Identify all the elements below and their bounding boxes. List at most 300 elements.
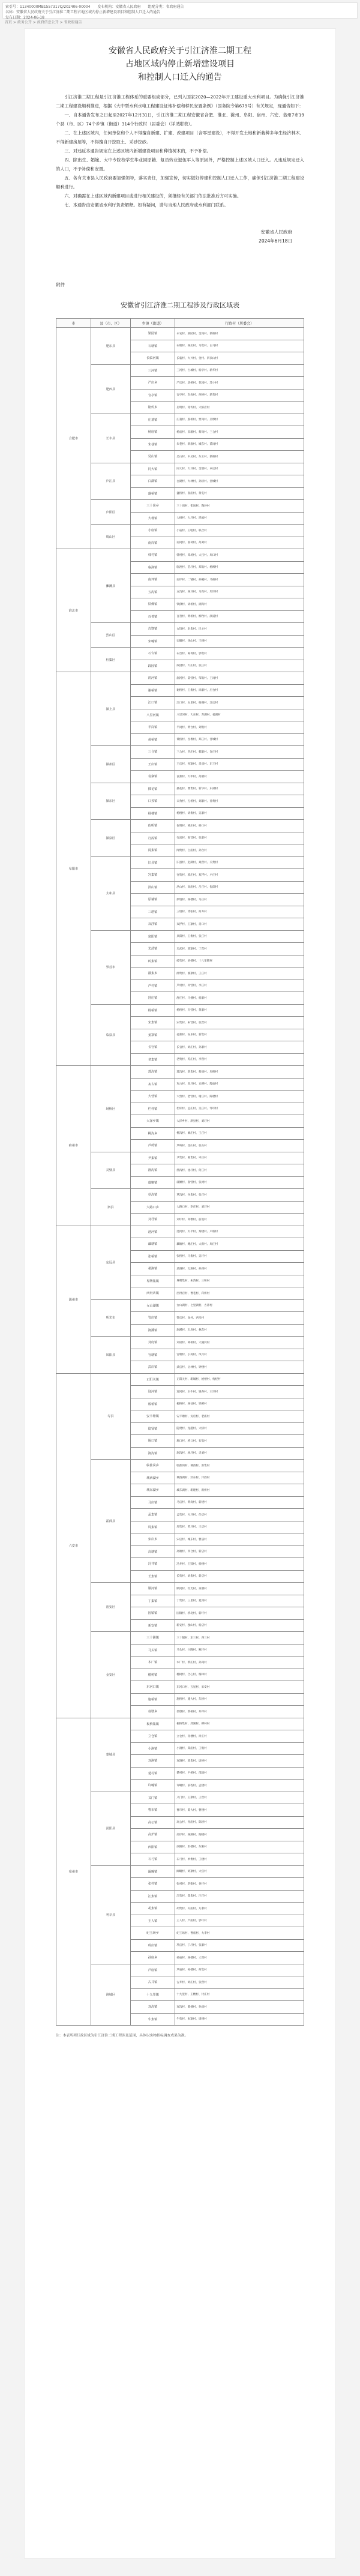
cell-town: 三塔镇 — [130, 906, 175, 918]
signature-block — [56, 227, 292, 245]
cell-town: 牛集镇 — [130, 2013, 175, 2026]
cell-villages: 管店村、岗村、西马村 — [175, 1312, 304, 1325]
cell-county: 寿县 — [91, 1373, 130, 1460]
meta-date-label: 发布日期： — [5, 16, 24, 20]
document-paper — [24, 28, 336, 2559]
meta-theme-value: 省政府通告 — [166, 5, 184, 9]
cell-town: 盛桥镇 — [130, 487, 175, 500]
cell-town: 界牌集镇 — [130, 1275, 175, 1287]
cell-villages: 池河村、太平村、秦楼村、卢桥村 — [175, 1226, 304, 1238]
cell-villages: 双沟村、陈楼村、孙庙村 — [175, 2001, 304, 2014]
cell-town: 双浮镇 — [130, 918, 175, 931]
cell-town: 原墙镇 — [130, 894, 175, 906]
meta-org — [97, 4, 140, 10]
meta-row-1 — [5, 4, 355, 10]
cell-town: 石台镇 — [130, 648, 175, 660]
cell-town: 老集镇 — [130, 1053, 175, 1066]
header-city: 市 — [56, 319, 91, 328]
cell-county: 颍东区 — [91, 783, 130, 820]
cell-villages: 虞姬村、张营村、张祠村 — [175, 1176, 304, 1189]
cell-town: 双涧镇 — [130, 1755, 175, 1768]
meta-index-value: 11340000MB1557317Q/202406-00004 — [20, 5, 91, 9]
cell-town: 桑涧镇 — [130, 1263, 175, 1275]
cell-town: 铭传乡 — [130, 402, 175, 414]
cell-town: 双沟镇 — [130, 2001, 175, 2014]
paragraph: 一、自本通告发布之日起至2027年12月31日，引江济淮二期工程安徽省合肥、淮北、滁州、阜阳、宿州、六安、亳州7市19个县（市、区）74个乡镇（街道）314个行政村（居委会）（详见附表）。 — [56, 112, 304, 127]
cell-county: 庐江县 — [91, 463, 130, 500]
cell-county: 颍上县 — [91, 672, 130, 746]
cell-county: 埇桥区 — [91, 1066, 130, 1152]
cell-city: 滁州市 — [56, 1226, 91, 1373]
cell-town: 正阳关镇 — [130, 1373, 175, 1386]
cell-town: 孙庙乡 — [130, 1952, 175, 1964]
page-root — [0, 2, 360, 2576]
table-row — [56, 1718, 304, 1730]
cell-villages: 尹集村、陈集村、枣庄村 — [175, 1152, 304, 1164]
cell-town: 长集镇 — [130, 1570, 175, 1583]
document-title-line-3: 和控制人口迁入的通告 — [138, 73, 222, 82]
cell-villages: 马店村、黄岗村、新建村 — [175, 1496, 304, 1509]
cell-city: 淮北市 — [56, 549, 91, 672]
cell-villages: 城西湖村、沣东村、沣西村 — [175, 1472, 304, 1484]
cell-county: 霍邱县 — [91, 1460, 130, 1583]
cell-villages: 胡集村、关庙村、万寨村 — [175, 1903, 304, 1915]
cell-town: 藕塘镇 — [130, 1238, 175, 1251]
cell-town: 宋疃镇 — [130, 635, 175, 648]
cell-county: 利辛县 — [91, 1865, 130, 1964]
cell-town: 古井镇 — [130, 1976, 175, 1989]
meta-index — [5, 4, 90, 10]
cell-town: 东河口镇 — [130, 1681, 175, 1694]
table-row — [56, 1373, 304, 1386]
cell-town: 邴集乡 — [130, 968, 175, 980]
cell-town: 泉阳镇 — [130, 930, 175, 943]
cell-town: 宋集镇 — [130, 1017, 175, 1029]
cell-town: 十九里镇 — [130, 1988, 175, 2001]
cell-town: 古饶镇 — [130, 623, 175, 636]
cell-town: 孟集镇 — [130, 1509, 175, 1521]
cell-town: 芦岭镇 — [130, 1140, 175, 1152]
cell-villages: 石弓村、单集村、王楼村 — [175, 1853, 304, 1866]
cell-town: 王人镇 — [130, 1915, 175, 1927]
cell-town: 南坪镇 — [130, 574, 175, 586]
cell-town: 大营镇 — [130, 1091, 175, 1103]
cell-town: 插花镇 — [130, 783, 175, 795]
cell-villages: 桑涧村、万涧村、孙湾村 — [175, 1263, 304, 1275]
table-row — [56, 1152, 304, 1164]
cell-town: 梁园镇 — [130, 328, 175, 340]
cell-county: 界首市 — [91, 930, 130, 1004]
document-title-line-2: 占地区域内停止新增建设项目 — [125, 59, 235, 69]
table-row — [56, 672, 304, 685]
cell-villages: 长集村、刘集村、新店村 — [175, 1570, 304, 1583]
cell-town: 马店镇 — [130, 1496, 175, 1509]
cell-villages: 杨庙村、双墩村、蔡岗村、三合村 — [175, 426, 304, 439]
cell-villages: 刘圩村、高墩村、前进村 — [175, 1214, 304, 1226]
breadcrumb[interactable]: 首页 > 政务公开 > 政府信息公开 > 省政府通告 — [5, 20, 82, 25]
cell-villages: 隐贤村、龙港村、大桥村 — [175, 1422, 304, 1435]
cell-town: 韩村镇 — [130, 549, 175, 562]
table-header-row — [56, 319, 304, 328]
cell-town: 丁集镇 — [130, 1595, 175, 1607]
cell-town: 胡集镇 — [130, 1903, 175, 1915]
cell-villages: 伍明村、韩庄村、桥口村 — [175, 820, 304, 832]
cell-villages: 翁墩村、新桥村、井坪村 — [175, 1706, 304, 1718]
cell-county: 肥东县 — [91, 328, 130, 365]
cell-villages: 西阳村、彭楼村、东阳村 — [175, 1841, 304, 1853]
document-title-line-1: 安徽省人民政府关于引江济淮二期工程 — [109, 46, 251, 56]
table-row — [56, 1792, 304, 1804]
cell-villages: 灰古村、周圩村、五柳村、殷庙村 — [175, 1078, 304, 1091]
cell-villages: 严店村、唐桥村、花园村、苏小村 — [175, 377, 304, 390]
cell-villages: 古井村、刘庄村、张营村 — [175, 1976, 304, 1989]
cell-villages: 立仓村、孙楼村、徐王村 — [175, 1730, 304, 1743]
cell-villages: 巩店村、丁圩村、张寨村 — [175, 1939, 304, 1952]
cell-town: 三河镇 — [130, 364, 175, 377]
cell-villages: 三塔村、湾张村、何井村 — [175, 906, 304, 918]
cell-town: 大泽乡镇 — [130, 1115, 175, 1128]
cell-town: 渔沟镇 — [130, 1164, 175, 1177]
paragraph: 五、各有关市县人民政府要加强领导，落实责任，加强宣传，切实做好停建和控制人口迁入工作，确保引江济淮二期工程建设顺利进行。 — [56, 175, 304, 190]
cell-town: 同大镇 — [130, 463, 175, 475]
cell-town: 芦村镇 — [130, 980, 175, 992]
cell-villages: 双涧村、郭集村、唐桥村 — [175, 1755, 304, 1768]
cell-town: 高塘镇 — [130, 1545, 175, 1558]
cell-town: 长官镇 — [130, 1041, 175, 1054]
cell-town: 王店镇 — [130, 758, 175, 771]
table-row — [56, 500, 304, 513]
cell-villages: 大营村、老营村、谢庄村、陈楼村 — [175, 1091, 304, 1103]
cell-villages: 临淮岗村、城西村、洪集村 — [175, 1460, 304, 1472]
cell-villages: 宋店村、城东村、曹庙村 — [175, 1533, 304, 1546]
cell-villages: 白湖村、大林村、孙桥村、金城村 — [175, 475, 304, 488]
cell-town: 严店乡 — [130, 377, 175, 390]
cell-villages: 半岗村、黄台村、刘集村 — [175, 721, 304, 734]
cell-town: 官亭镇 — [130, 389, 175, 402]
cell-villages: 施桥村、施大村、东桥村 — [175, 1693, 304, 1706]
cell-villages: 许疃村、前程村、孟楼村 — [175, 1780, 304, 1792]
meta-title-value: 安徽省人民政府关于引江济淮二期工程占地区域内停止新增建设项目和控制人口迁入的通告 — [16, 10, 161, 14]
meta-theme-label: 组配分类： — [148, 5, 166, 9]
cell-town: 张桥镇 — [130, 1250, 175, 1263]
cell-villages: 楚村村、尹桥村、邵庙村 — [175, 1767, 304, 1780]
cell-villages: 谢桥村、王集村、徐寨村、庄台村 — [175, 684, 304, 697]
cell-villages: 洪山村、高庙村、吕庄村、倪邱村 — [175, 881, 304, 894]
cell-villages: 芦岭村、北山村、张山村 — [175, 1140, 304, 1152]
table-row — [56, 1865, 304, 1878]
header-county: 县（市、区） — [91, 319, 130, 328]
cell-county: 裕安区 — [91, 1583, 130, 1632]
table-row — [56, 364, 304, 377]
cell-county: 定远县 — [91, 1226, 130, 1299]
cell-town: 堰口镇 — [130, 1435, 175, 1448]
cell-villages: 王店村、孙寨村、肖庙村、东王村 — [175, 758, 304, 771]
table-row — [56, 1226, 304, 1238]
cell-county: 颍泉区 — [91, 820, 130, 857]
cell-villages: 古饶村、赵集村、民主村 — [175, 623, 304, 636]
cell-town: 洪山镇 — [130, 881, 175, 894]
cell-villages: 邴集村、邴寨村、王庄村 — [175, 968, 304, 980]
cell-villages: 曹市村、陈大村、曹楼村 — [175, 1804, 304, 1817]
cell-town: 旧县镇 — [130, 856, 175, 869]
cell-villages: 旧县村、赵湖村、桑营村、关集村 — [175, 856, 304, 869]
cell-town: 宫集镇 — [130, 869, 175, 882]
cell-villages: 椿树村、合心村、梅林村 — [175, 1669, 304, 1681]
table-row — [56, 783, 304, 795]
table-row — [56, 1337, 304, 1349]
cell-town: 白湖镇 — [130, 475, 175, 488]
table-row — [56, 623, 304, 636]
region-table — [56, 318, 304, 2026]
table-row — [56, 463, 304, 475]
cell-county: 涡阳县 — [91, 1792, 130, 1865]
meta-index-label: 索引号： — [5, 5, 20, 9]
cell-villages: 草沟村、谷集村、张庄村 — [175, 1189, 304, 1202]
cell-town: 隐贤镇 — [130, 1422, 175, 1435]
table-row — [56, 414, 304, 426]
cell-villages: 刘府村、韩桥村、大溪河村 — [175, 1337, 304, 1349]
cell-villages: 武店村、岳林村、钟楼村 — [175, 1361, 304, 1374]
cell-villages: 藕塘村、鲍庄村、大新村、周庄村 — [175, 1238, 304, 1251]
cell-town: 袁寨镇 — [130, 771, 175, 783]
cell-villages: 杨桥村、冯营村、黄寨村 — [175, 1004, 304, 1017]
cell-county: 肥西县 — [91, 364, 130, 414]
cell-town: 庄墓镇 — [130, 414, 175, 426]
cell-town: 刘圩镇 — [130, 1214, 175, 1226]
cell-villages: 义门村、王寨村、王营村 — [175, 1792, 304, 1804]
cell-town: 高公镇 — [130, 1816, 175, 1829]
cell-villages: 百善村、黄桥村、柳孜村、颜道村 — [175, 610, 304, 623]
cell-villages: 盛桥村、张庙村、黄屯村 — [175, 487, 304, 500]
meta-theme — [148, 4, 184, 10]
table-row — [56, 930, 304, 943]
table-footnote: 注：本表所列行政区域为引江济淮二期工程涉及范围，具体以实物指标调查成果为准。 — [56, 2034, 188, 2038]
cell-villages: 高公村、孙庙村、陈桥村 — [175, 1816, 304, 1829]
cell-villages: 永安村、梁园村、金岗村、新桥村 — [175, 328, 304, 340]
cell-villages: 芦庙村、孙楼村、何集村 — [175, 1964, 304, 1976]
cell-villages: 口孜村、万桥村、刘寨村、孙集村 — [175, 795, 304, 808]
cell-town: 草沟镇 — [130, 1189, 175, 1202]
cell-county: 庐阳区 — [91, 500, 130, 525]
cell-county: 颍州区 — [91, 746, 130, 783]
table-row — [56, 1583, 304, 1595]
table-row — [56, 525, 304, 537]
table-row — [56, 1066, 304, 1079]
cell-town: 板桥镇 — [130, 1398, 175, 1410]
cell-villages: 宫集村、郭庄村、双浮村、卢庄村 — [175, 869, 304, 882]
cell-villages: 杨楼村、胡集村、吴寨村 — [175, 807, 304, 820]
cell-county: 杜集区 — [91, 648, 130, 672]
cell-villages: 宋集村、朱营村、张营村 — [175, 1017, 304, 1029]
cell-town: 管店镇 — [130, 1312, 175, 1325]
cell-town: 城东湖乡 — [130, 1484, 175, 1497]
cell-villages: 段园村、大庄村、张庄村 — [175, 660, 304, 672]
cell-villages: 插花村、曹集村、新华村、东湖村 — [175, 783, 304, 795]
cell-villages: 韩村村、邓场村、大吕村、周口村 — [175, 549, 304, 562]
paragraph: 引江济淮二期工程是引江济淮工程体系的重要组成部分，已列入国家2020—2022年开工建设重大水利项目。为确保引江济淮二期工程建设顺利推进，根据《大中型水利水电工程建设征地补偿和移民安置条例》（国务院令第679号）有关规定，现通告如下： — [56, 94, 304, 109]
cell-villages: 大泽乡村、泗县村、刘圩村 — [175, 1115, 304, 1128]
cell-city: 亳州市 — [56, 1718, 91, 2026]
cell-town: 安丰塘镇 — [130, 1410, 175, 1423]
cell-villages: 临涣村、苗圩村、郑集村、杨柳村 — [175, 561, 304, 574]
cell-town: 光武镇 — [130, 943, 175, 955]
cell-town: 灰古镇 — [130, 1078, 175, 1091]
cell-town: 三十铺镇 — [130, 1632, 175, 1645]
cell-villages: 砖集村、刘楼村、十八里铺村 — [175, 955, 304, 968]
cell-county: 长丰县 — [91, 414, 130, 463]
table-row — [56, 1189, 304, 1202]
cell-villages: 板桥集村、郑湖村、柳林村 — [175, 1718, 304, 1730]
table-row — [56, 549, 304, 562]
cell-town: 纪王场乡 — [130, 1927, 175, 1940]
cell-town: 官塘镇 — [130, 1349, 175, 1361]
cell-town: 施桥镇 — [130, 1693, 175, 1706]
cell-town: 许疃镇 — [130, 1780, 175, 1792]
signature-org: 安徽省人民政府 — [260, 229, 292, 235]
cell-villages: 铁佛村、胡桥村、湖沟村 — [175, 598, 304, 611]
table-row — [56, 1964, 304, 1976]
cell-county: 凤阳县 — [91, 1337, 130, 1374]
cell-town: 石弓镇 — [130, 1853, 175, 1866]
cell-villages: 三十岗村、崔岗村、陶冲村 — [175, 500, 304, 513]
cell-town: 口孜镇 — [130, 795, 175, 808]
cell-villages: 桃沟村、阚庄村、王庄村 — [175, 1127, 304, 1140]
meta-org-value: 安徽省人民政府 — [115, 5, 141, 9]
cell-villages: 栏杆村、孟庄村、吴庄村、邹圩村 — [175, 1103, 304, 1115]
paragraph: 三、对违反本通告规定在上述区域内新增建设项目和种植树木的，不予补偿。 — [64, 148, 211, 154]
cell-villages: 大杨村、大圩村、鸿福村 — [175, 512, 304, 525]
cell-town: 段园镇 — [130, 660, 175, 672]
cell-town: 马头镇 — [130, 1644, 175, 1657]
cell-town: 固镇镇 — [130, 1607, 175, 1620]
cell-villages: 阚疃村、刘寨村、大官村 — [175, 1865, 304, 1878]
cell-villages: 小庙村、王咀村、联合村 — [175, 525, 304, 537]
cell-villages: 堰口村、桥口村、石集村 — [175, 1435, 304, 1448]
cell-villages: 南岗村、张祠村、高刘村 — [175, 537, 304, 549]
cell-villages: 吴山村、中吴村、东王村、新桥村 — [175, 451, 304, 463]
cell-city: 合肥市 — [56, 328, 91, 549]
cell-town: 涧溪镇 — [130, 1324, 175, 1337]
cell-villages: 木厂村、新庄村、孙岗村 — [175, 1657, 304, 1669]
document-meta-box — [2, 2, 358, 19]
cell-villages: 长官村、刘庄村、孙寨村 — [175, 1041, 304, 1054]
cell-town: 杨庙镇 — [130, 426, 175, 439]
cell-town: 蒿沟镇 — [130, 1066, 175, 1079]
cell-villages: 三河村、古城村、杨亭村、新华村 — [175, 364, 304, 377]
cell-villages: 西卅店村、曹巷村、蒋桥村 — [175, 1287, 304, 1300]
cell-villages: 迎河村、水牛村、银杏村、王圩村 — [175, 1386, 304, 1398]
cell-villages: 江集村、郑集村、汪庄村 — [175, 1890, 304, 1903]
cell-town: 新安镇 — [130, 1619, 175, 1632]
cell-town: 大杨镇 — [130, 512, 175, 525]
cell-town: 刘府镇 — [130, 1337, 175, 1349]
cell-town: 长临河镇 — [130, 352, 175, 365]
cell-town: 吴山镇 — [130, 451, 175, 463]
cell-villages: 十九里村、王楼村、付庄村 — [175, 1988, 304, 2001]
header-village: 行政村（居委会） — [175, 319, 304, 328]
cell-county: 临泉县 — [91, 1004, 130, 1066]
cell-villages: 五沟村、杨圩村、马沟村、周圩村 — [175, 586, 304, 598]
cell-city: 六安市 — [56, 1373, 91, 1718]
cell-villages: 渔沟村、沈圩村、何庄村 — [175, 1164, 304, 1177]
cell-villages: 江口村、五里村、杨湖村、江店村 — [175, 697, 304, 709]
cell-villages: 顺河村、红光村、泉堰村 — [175, 1583, 304, 1595]
table-row — [56, 1299, 304, 1312]
meta-title-label: 名称： — [5, 10, 17, 14]
cell-town: 义门镇 — [130, 1792, 175, 1804]
cell-town: 虞姬镇 — [130, 1176, 175, 1189]
cell-town: 尹集镇 — [130, 1152, 175, 1164]
table-row — [56, 1004, 304, 1017]
table-row — [56, 746, 304, 759]
cell-villages: 孙庙村、杨楼村、大周村 — [175, 1952, 304, 1964]
cell-villages: 润河村、陆营村、邹集村、王岗村 — [175, 672, 304, 685]
cell-villages: 启明村、铭传村、大柏店村 — [175, 402, 304, 414]
cell-town: 朱巷镇 — [130, 438, 175, 451]
cell-town: 小庙镇 — [130, 525, 175, 537]
table-row — [56, 648, 304, 660]
cell-villages: 姜寨村、安乐村、新集村 — [175, 1029, 304, 1041]
cell-villages: 老集村、苏庄村、李营村 — [175, 1053, 304, 1066]
cell-town: 百善镇 — [130, 610, 175, 623]
cell-villages: 黄桥村、谷堆村、郑庄村、甘城村 — [175, 733, 304, 746]
cell-villages: 南坪村、二铺村、孙疃村、马桥村 — [175, 574, 304, 586]
cell-town: 润河镇 — [130, 672, 175, 685]
cell-villages: 宋疃村、汤山村、王楼村 — [175, 635, 304, 648]
cell-county: 谯城区 — [91, 1964, 130, 2026]
cell-villages: 马头村、兴隆村、鲍圩村 — [175, 1644, 304, 1657]
meta-date-value: 2024-06-18 — [23, 16, 44, 20]
cell-town: 西卅店镇 — [130, 1287, 175, 1300]
cell-town: 舒庄镇 — [130, 992, 175, 1005]
cell-villages: 舒庄村、马楼村、杨寨村 — [175, 992, 304, 1005]
cell-villages: 高炉村、杨湖村、陶楼村 — [175, 1829, 304, 1841]
cell-town: 桃沟乡 — [130, 1127, 175, 1140]
cell-town: 五沟镇 — [130, 586, 175, 598]
cell-town: 武店镇 — [130, 1361, 175, 1374]
cell-town: 木厂镇 — [130, 1657, 175, 1669]
cell-town: 楚村镇 — [130, 1767, 175, 1780]
cell-county: 明光市 — [91, 1299, 130, 1337]
meta-row-2 — [5, 10, 355, 15]
cell-county: 金安区 — [91, 1632, 130, 1718]
cell-town: 半岗镇 — [130, 721, 175, 734]
cell-town: 女山湖镇 — [130, 1299, 175, 1312]
table-row — [56, 820, 304, 832]
cell-villages: 行流村、张营村、张寨村 — [175, 832, 304, 844]
cell-town: 芦庙镇 — [130, 1964, 175, 1976]
cell-town: 周集镇 — [130, 1521, 175, 1533]
table-row — [56, 328, 304, 340]
cell-villages: 小涧村、郑庙村、王集村 — [175, 1742, 304, 1755]
cell-town: 栏杆镇 — [130, 1103, 175, 1115]
region-table-body — [56, 328, 304, 2026]
cell-town: 铁佛镇 — [130, 598, 175, 611]
cell-town: 黄桥镇 — [130, 733, 175, 746]
cell-villages: 泉阳村、王集村、张庄村 — [175, 930, 304, 943]
cell-town: 板桥集镇 — [130, 1718, 175, 1730]
table-title: 安徽省引江济淮二期工程涉及行政区域表 — [121, 301, 239, 309]
cell-town: 池河镇 — [130, 1226, 175, 1238]
cell-villages: 同大村、大圩村、金塔村、卓店村 — [175, 463, 304, 475]
cell-villages: 丁集村、三里村、夏湾村 — [175, 1595, 304, 1607]
cell-villages: 三十铺村、东三村、西三村 — [175, 1632, 304, 1645]
cell-villages: 涧沟村、杨圩村、炎刘村 — [175, 1447, 304, 1460]
cell-town: 迎河镇 — [130, 1386, 175, 1398]
cell-villages: 高塘村、四合村、新店村 — [175, 1545, 304, 1558]
cell-town: 江集镇 — [130, 1890, 175, 1903]
cell-town: 张村镇 — [130, 1878, 175, 1891]
